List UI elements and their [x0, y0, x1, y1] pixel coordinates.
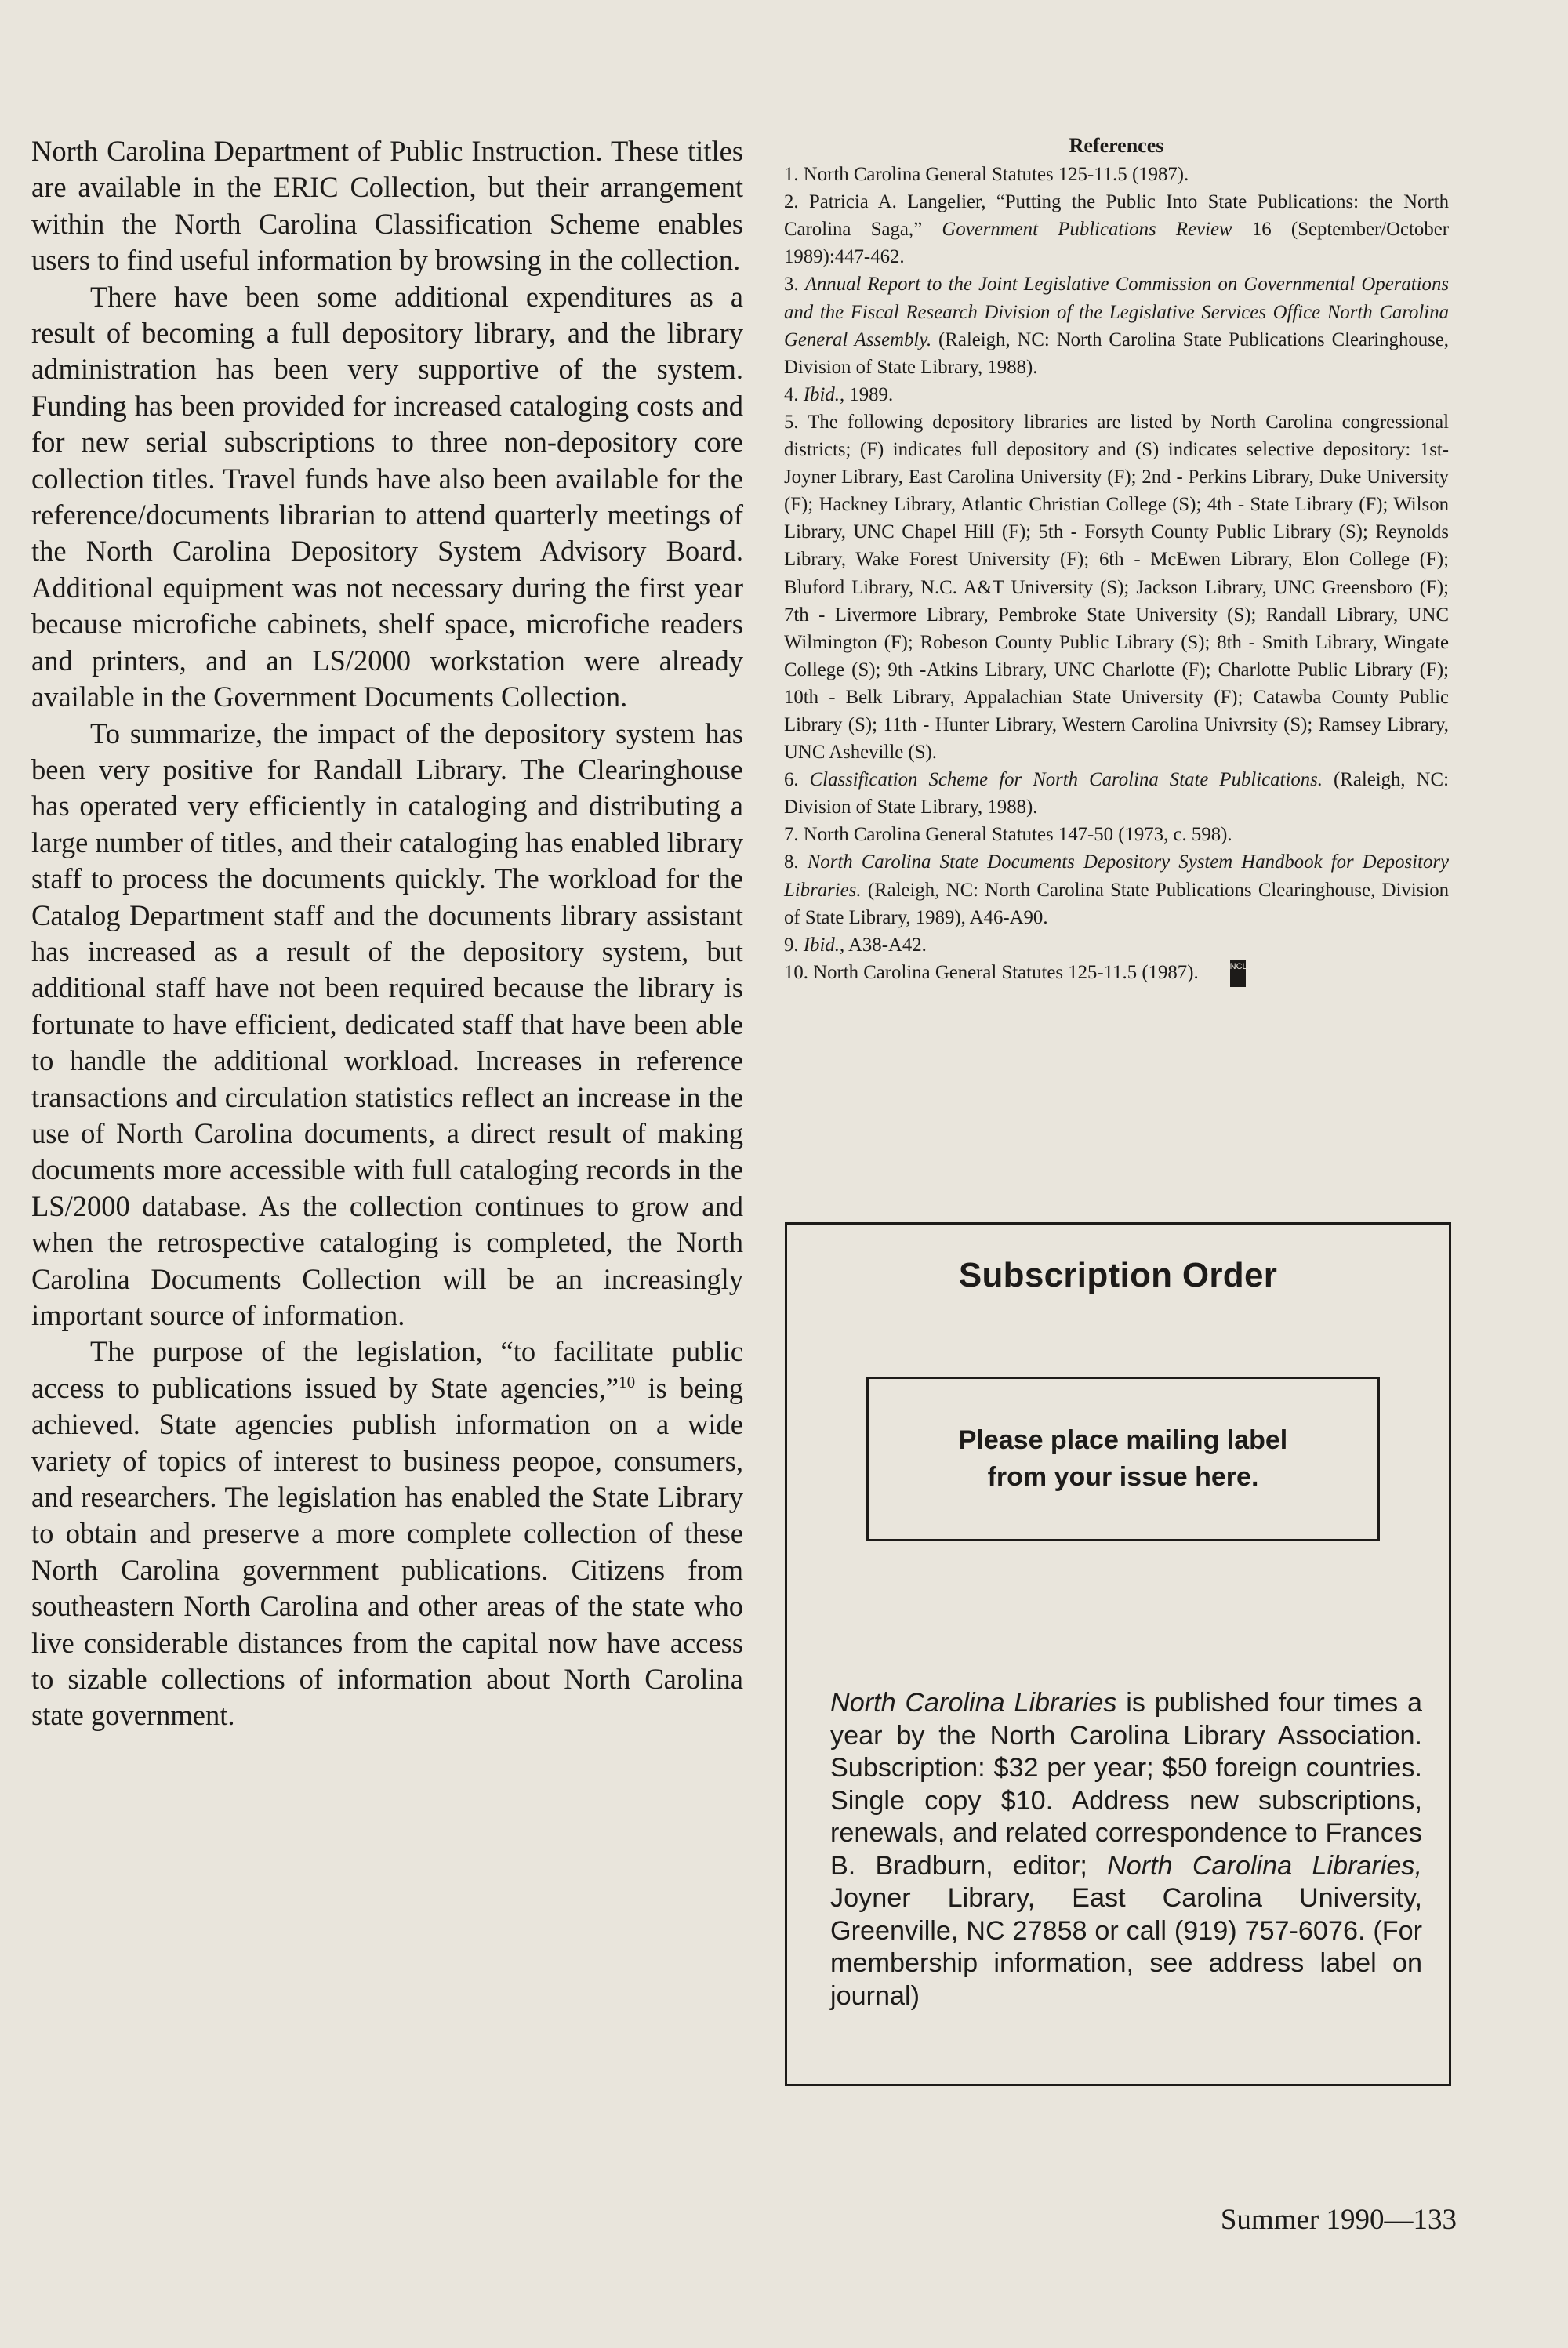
footnote-marker-10: 10	[619, 1372, 636, 1392]
reference-8	[784, 848, 1449, 931]
references-heading: References	[1069, 134, 1164, 157]
journal-name-2: North Carolina Libraries,	[1107, 1850, 1422, 1881]
subscription-order-box	[785, 1222, 1451, 2086]
reference-6	[784, 766, 1449, 821]
reference-8-number: 8.	[784, 851, 808, 873]
reference-2-text: 2. Patricia A. Langelier, “Putting the Public Into State Publications: the North Carolina Saga,”	[784, 191, 1449, 241]
reference-8-title: North Carolina State Documents Depository System Handbook for Depository Libraries.	[784, 851, 1450, 901]
reference-3-title: Annual Report to the Joint Legislative Commission on Governmental Operations and the Fiscal Research Division of the Legislative Services Office North Carolina General Assembly.	[784, 274, 1449, 350]
reference-4-number: 4.	[784, 383, 804, 405]
references-section	[784, 132, 1449, 987]
article-column	[31, 133, 743, 1734]
label-line-2: from your issue here.	[987, 1462, 1259, 1492]
reference-4-title: Ibid.	[803, 383, 840, 405]
reference-9-number: 9.	[784, 934, 804, 956]
reference-4-details: , 1989.	[839, 383, 894, 405]
mailing-label-instructions	[935, 1422, 1312, 1496]
reference-3	[784, 270, 1449, 380]
article-paragraph-3: To summarize, the impact of the depository system has been very positive for Randall Library. The Clearinghouse has operated very efficiently in cataloging and distributing a large number of titles, and their cataloging has enabled library staff to process the documents quickly. The workload for the Catalog Department staff and the documents library assistant has increased as a result of the depository system, but additional staff have not been required because the library is fortunate to have efficient, dedicated staff that have been able to handle the additional workload. Increases in reference transactions and circulation statistics reflect an increase in the use of North Carolina documents, a direct result of making documents more accessible with full cataloging records in the LS/2000 database. As the collection continues to grow and when the retrospective cataloging is completed, the North Carolina Documents Collection will be an increasingly important source of information.	[31, 717, 743, 1331]
subscription-info-text-b: Joyner Library, East Carolina University, Greenville, NC 27858 or call (919) 757-6076. (For membership information, see address label on journal)	[830, 1883, 1422, 2011]
reference-7: 7. North Carolina General Statutes 147-50 (1973, c. 598).	[784, 824, 1232, 846]
label-line-1: Please place mailing label	[958, 1425, 1288, 1455]
reference-1: 1. North Carolina General Statutes 125-11.5 (1987).	[784, 164, 1189, 186]
subscription-info	[830, 1687, 1422, 2012]
reference-6-details: (Raleigh, NC: Division of State Library, 1988).	[784, 769, 1449, 818]
paragraph-4-text-b: is being achieved. State agencies publish information on a wide variety of topics of interest to business peopoe, consumers, and researchers. The legislation has enabled the State Library to obtain and preserve a more complete collection of these North Carolina government publications. Citizens from southeastern North Carolina and other areas of the state who live considerable distances from the capital now have access to sizable collections of information about North Carolina state government.	[31, 1371, 744, 1732]
article-paragraph-1: North Carolina Department of Public Instruction. These titles are available in the ERIC Collection, but their arrangement within the North Carolina Classification Scheme enables users to find useful information by browsing in the collection.	[31, 135, 743, 277]
references-list	[784, 161, 1449, 987]
subscription-info-text-a: is published four times a year by the North Carolina Library Association. Subscription: $32 per year; $50 foreign countries. Single copy $10. Address new subscriptions, renewals, and related correspondence to Frances B. Bradburn, editor;	[830, 1688, 1422, 1881]
reference-2-title: Government Publications Review	[942, 219, 1232, 241]
reference-9-title: Ibid.	[803, 934, 840, 956]
ncl-end-mark-icon: NCL	[1230, 960, 1246, 987]
reference-3-details: (Raleigh, NC: North Carolina State Publications Clearinghouse, Division of State Library, 1988).	[784, 328, 1450, 378]
journal-name: North Carolina Libraries	[830, 1688, 1117, 1718]
reference-5: 5. The following depository libraries are listed by North Carolina congressional districts; (F) indicates full depository and (S) indicates selective depository: 1st-Joyner Library, East Carolina University (F); 2nd - Perkins Library, Duke University (F); Hackney Library, Atlantic Christian College (S); 4th - State Library (F); Wilson Library, UNC Chapel Hill (F); 5th - Forsyth County Public Library (S); Reynolds Library, Wake Forest University (F); 6th - McEwen Library, Elon College (F); Bluford Library, N.C. A&T University (S); Jackson Library, UNC Greensboro (F); 7th - Livermore Library, Pembroke State University (S); Randall Library, UNC Wilmington (F); Robeson County Public Library (S); 8th - Smith Library, Wingate College (S); 9th -Atkins Library, UNC Charlotte (F); Charlotte Public Library (F); 10th - Belk Library, Appalachian State University (F); Catawba County Public Library (S); 11th - Hunter Library, Western Carolina Univrsity (S); Ramsey Library, UNC Asheville (S).	[784, 411, 1449, 764]
reference-10	[784, 959, 1449, 987]
reference-10-text: 10. North Carolina General Statutes 125-11.5 (1987).	[784, 961, 1199, 983]
reference-9-details: , A38-A42.	[839, 934, 927, 956]
mailing-label-box	[866, 1377, 1380, 1541]
page-folio: Summer 1990—133	[1220, 2204, 1457, 2236]
subscription-title: Subscription Order	[958, 1256, 1278, 1294]
reference-6-title: Classification Scheme for North Carolina State Publications.	[809, 769, 1323, 791]
reference-6-number: 6.	[784, 769, 810, 791]
reference-3-number: 3.	[784, 274, 805, 296]
article-paragraph-2: There have been some additional expenditures as a result of becoming a full depository library, and the library administration has been very supportive of the system. Funding has been provided for increased cataloging costs and for new serial subscriptions to three non-depository core collection titles. Travel funds have also been available for the reference/documents librarian to attend quarterly meetings of the North Carolina Depository System Advisory Board. Additional equipment was not necessary during the first year because microfiche cabinets, shelf space, microfiche readers and printers, and an LS/2000 workstation were already available in the Government Documents Collection.	[31, 280, 743, 713]
article-paragraph-4	[31, 1334, 743, 1733]
reference-8-details: (Raleigh, NC: North Carolina State Publications Clearinghouse, Division of State Library, 1989), A46-A90.	[784, 879, 1449, 928]
paragraph-4-text-a: The purpose of the legislation, “to facilitate public access to publications issued by State agencies,”	[31, 1335, 743, 1404]
reference-9	[784, 931, 1449, 959]
reference-4	[784, 381, 1449, 408]
reference-2	[784, 188, 1449, 270]
reference-2-details: 16 (September/October 1989):447-462.	[784, 219, 1449, 268]
